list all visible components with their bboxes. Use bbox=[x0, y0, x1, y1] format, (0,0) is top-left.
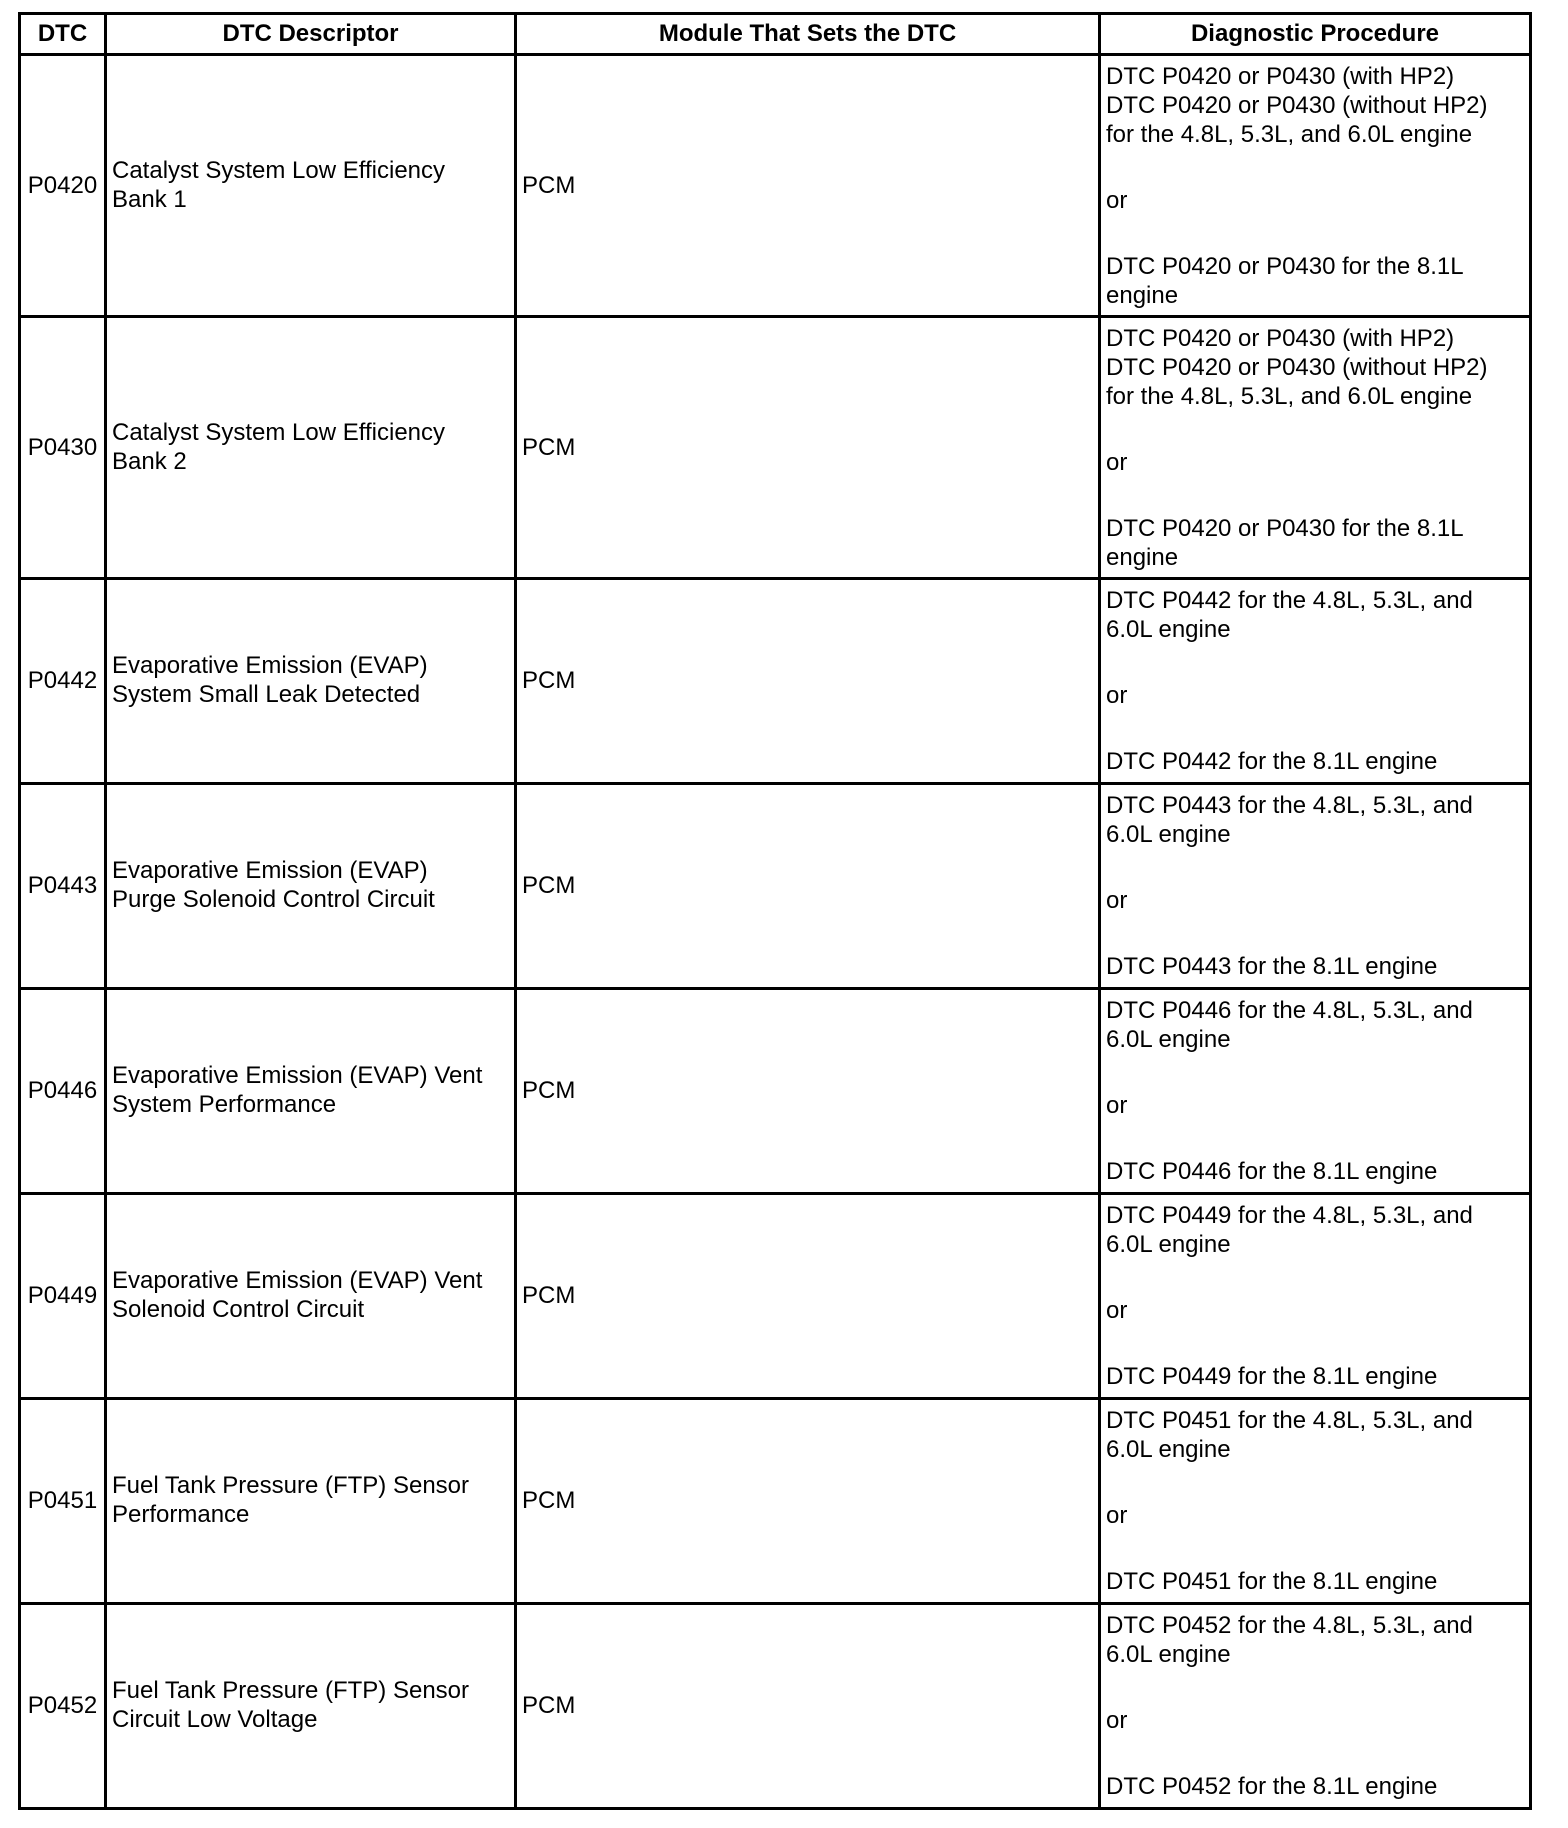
procedure-cell bbox=[1100, 1604, 1531, 1809]
procedure-line: DTC P0420 or P0430 for the 8.1L bbox=[1106, 514, 1464, 542]
dtc-descriptor bbox=[106, 784, 516, 989]
procedure-line: for the 4.8L, 5.3L, and 6.0L engine bbox=[1106, 120, 1473, 148]
procedure-line: DTC P0442 for the 8.1L engine bbox=[1106, 748, 1438, 775]
header-dtc: DTC bbox=[20, 14, 106, 55]
dtc-code: P0443 bbox=[20, 784, 106, 989]
procedure-cell bbox=[1100, 317, 1531, 579]
descriptor-line: Bank 2 bbox=[112, 447, 187, 475]
procedure-line: DTC P0420 or P0430 (with HP2) bbox=[1106, 62, 1455, 90]
procedure-line: DTC P0452 for the 8.1L engine bbox=[1106, 1773, 1438, 1800]
table-row bbox=[20, 579, 1531, 784]
table-row bbox=[20, 1604, 1531, 1809]
procedure-line: DTC P0420 or P0430 (without HP2) bbox=[1106, 353, 1488, 381]
procedure-line: DTC P0442 for the 4.8L, 5.3L, and bbox=[1106, 587, 1473, 614]
procedure-line: DTC P0449 for the 8.1L engine bbox=[1106, 1363, 1438, 1390]
procedure-line: 6.0L engine bbox=[1106, 616, 1231, 643]
procedure-line: DTC P0449 for the 4.8L, 5.3L, and bbox=[1106, 1202, 1473, 1229]
descriptor-line: Purge Solenoid Control Circuit bbox=[112, 886, 435, 913]
procedure-cell bbox=[1100, 579, 1531, 784]
procedure-line: 6.0L engine bbox=[1106, 1231, 1231, 1258]
dtc-descriptor bbox=[106, 1194, 516, 1399]
procedure-cell bbox=[1100, 1399, 1531, 1604]
procedure-or: or bbox=[1106, 1502, 1128, 1529]
module-cell: PCM bbox=[516, 1194, 1100, 1399]
descriptor-line: Fuel Tank Pressure (FTP) Sensor bbox=[112, 1472, 470, 1499]
procedure-or: or bbox=[1106, 1092, 1128, 1119]
procedure-line: engine bbox=[1106, 281, 1179, 309]
procedure-line: DTC P0446 for the 4.8L, 5.3L, and bbox=[1106, 997, 1473, 1024]
dtc-descriptor bbox=[106, 1604, 516, 1809]
procedure-or: or bbox=[1106, 887, 1128, 914]
procedure-line: DTC P0452 for the 4.8L, 5.3L, and bbox=[1106, 1612, 1473, 1639]
descriptor-line: Bank 1 bbox=[112, 185, 187, 213]
procedure-line: DTC P0420 or P0430 (without HP2) bbox=[1106, 91, 1488, 119]
dtc-code: P0420 bbox=[20, 55, 106, 317]
descriptor-line: Catalyst System Low Efficiency bbox=[112, 156, 446, 184]
descriptor-line: Catalyst System Low Efficiency bbox=[112, 418, 446, 446]
header-descriptor: DTC Descriptor bbox=[106, 14, 516, 55]
dtc-code: P0446 bbox=[20, 989, 106, 1194]
procedure-line: 6.0L engine bbox=[1106, 1026, 1231, 1053]
procedure-line: DTC P0420 or P0430 (with HP2) bbox=[1106, 324, 1455, 352]
table-row bbox=[20, 1194, 1531, 1399]
procedure-line: DTC P0451 for the 8.1L engine bbox=[1106, 1568, 1438, 1595]
descriptor-line: Evaporative Emission (EVAP) Vent bbox=[112, 1267, 483, 1294]
procedure-line: DTC P0451 for the 4.8L, 5.3L, and bbox=[1106, 1407, 1473, 1434]
module-cell: PCM bbox=[516, 1399, 1100, 1604]
procedure-line: 6.0L engine bbox=[1106, 821, 1231, 848]
procedure-line: 6.0L engine bbox=[1106, 1641, 1231, 1668]
header-procedure: Diagnostic Procedure bbox=[1100, 14, 1531, 55]
module-cell: PCM bbox=[516, 317, 1100, 579]
table-row bbox=[20, 989, 1531, 1194]
procedure-or: or bbox=[1106, 1297, 1128, 1324]
dtc-descriptor bbox=[106, 55, 516, 317]
procedure-line: DTC P0443 for the 8.1L engine bbox=[1106, 953, 1438, 980]
procedure-line: engine bbox=[1106, 543, 1179, 571]
descriptor-line: Evaporative Emission (EVAP) Vent bbox=[112, 1062, 483, 1089]
dtc-descriptor bbox=[106, 317, 516, 579]
descriptor-line: Evaporative Emission (EVAP) bbox=[112, 857, 428, 884]
module-cell: PCM bbox=[516, 1604, 1100, 1809]
procedure-line: for the 4.8L, 5.3L, and 6.0L engine bbox=[1106, 382, 1473, 410]
dtc-code: P0442 bbox=[20, 579, 106, 784]
procedure-cell bbox=[1100, 784, 1531, 989]
descriptor-line: System Small Leak Detected bbox=[112, 681, 421, 708]
table-row bbox=[20, 55, 1531, 317]
dtc-table bbox=[18, 12, 1532, 1810]
dtc-descriptor bbox=[106, 989, 516, 1194]
dtc-descriptor bbox=[106, 579, 516, 784]
table-row bbox=[20, 317, 1531, 579]
dtc-descriptor bbox=[106, 1399, 516, 1604]
procedure-line: DTC P0420 or P0430 for the 8.1L bbox=[1106, 252, 1464, 280]
descriptor-line: Fuel Tank Pressure (FTP) Sensor bbox=[112, 1677, 470, 1704]
table-row bbox=[20, 784, 1531, 989]
descriptor-line: Solenoid Control Circuit bbox=[112, 1296, 365, 1323]
procedure-line: 6.0L engine bbox=[1106, 1436, 1231, 1463]
module-cell: PCM bbox=[516, 579, 1100, 784]
procedure-cell bbox=[1100, 55, 1531, 317]
procedure-line: DTC P0446 for the 8.1L engine bbox=[1106, 1158, 1438, 1185]
dtc-code: P0452 bbox=[20, 1604, 106, 1809]
descriptor-line: Evaporative Emission (EVAP) bbox=[112, 652, 428, 679]
module-cell: PCM bbox=[516, 55, 1100, 317]
procedure-or: or bbox=[1106, 682, 1128, 709]
header-module: Module That Sets the DTC bbox=[516, 14, 1100, 55]
descriptor-line: System Performance bbox=[112, 1091, 337, 1118]
procedure-cell bbox=[1100, 989, 1531, 1194]
procedure-or: or bbox=[1106, 1707, 1128, 1734]
table-row bbox=[20, 1399, 1531, 1604]
module-cell: PCM bbox=[516, 989, 1100, 1194]
dtc-code: P0451 bbox=[20, 1399, 106, 1604]
dtc-code: P0449 bbox=[20, 1194, 106, 1399]
descriptor-line: Circuit Low Voltage bbox=[112, 1706, 318, 1733]
header-row bbox=[20, 14, 1531, 55]
module-cell: PCM bbox=[516, 784, 1100, 989]
descriptor-line: Performance bbox=[112, 1501, 250, 1528]
procedure-cell bbox=[1100, 1194, 1531, 1399]
dtc-code: P0430 bbox=[20, 317, 106, 579]
procedure-or: or bbox=[1106, 186, 1128, 214]
procedure-line: DTC P0443 for the 4.8L, 5.3L, and bbox=[1106, 792, 1473, 819]
procedure-or: or bbox=[1106, 448, 1128, 476]
